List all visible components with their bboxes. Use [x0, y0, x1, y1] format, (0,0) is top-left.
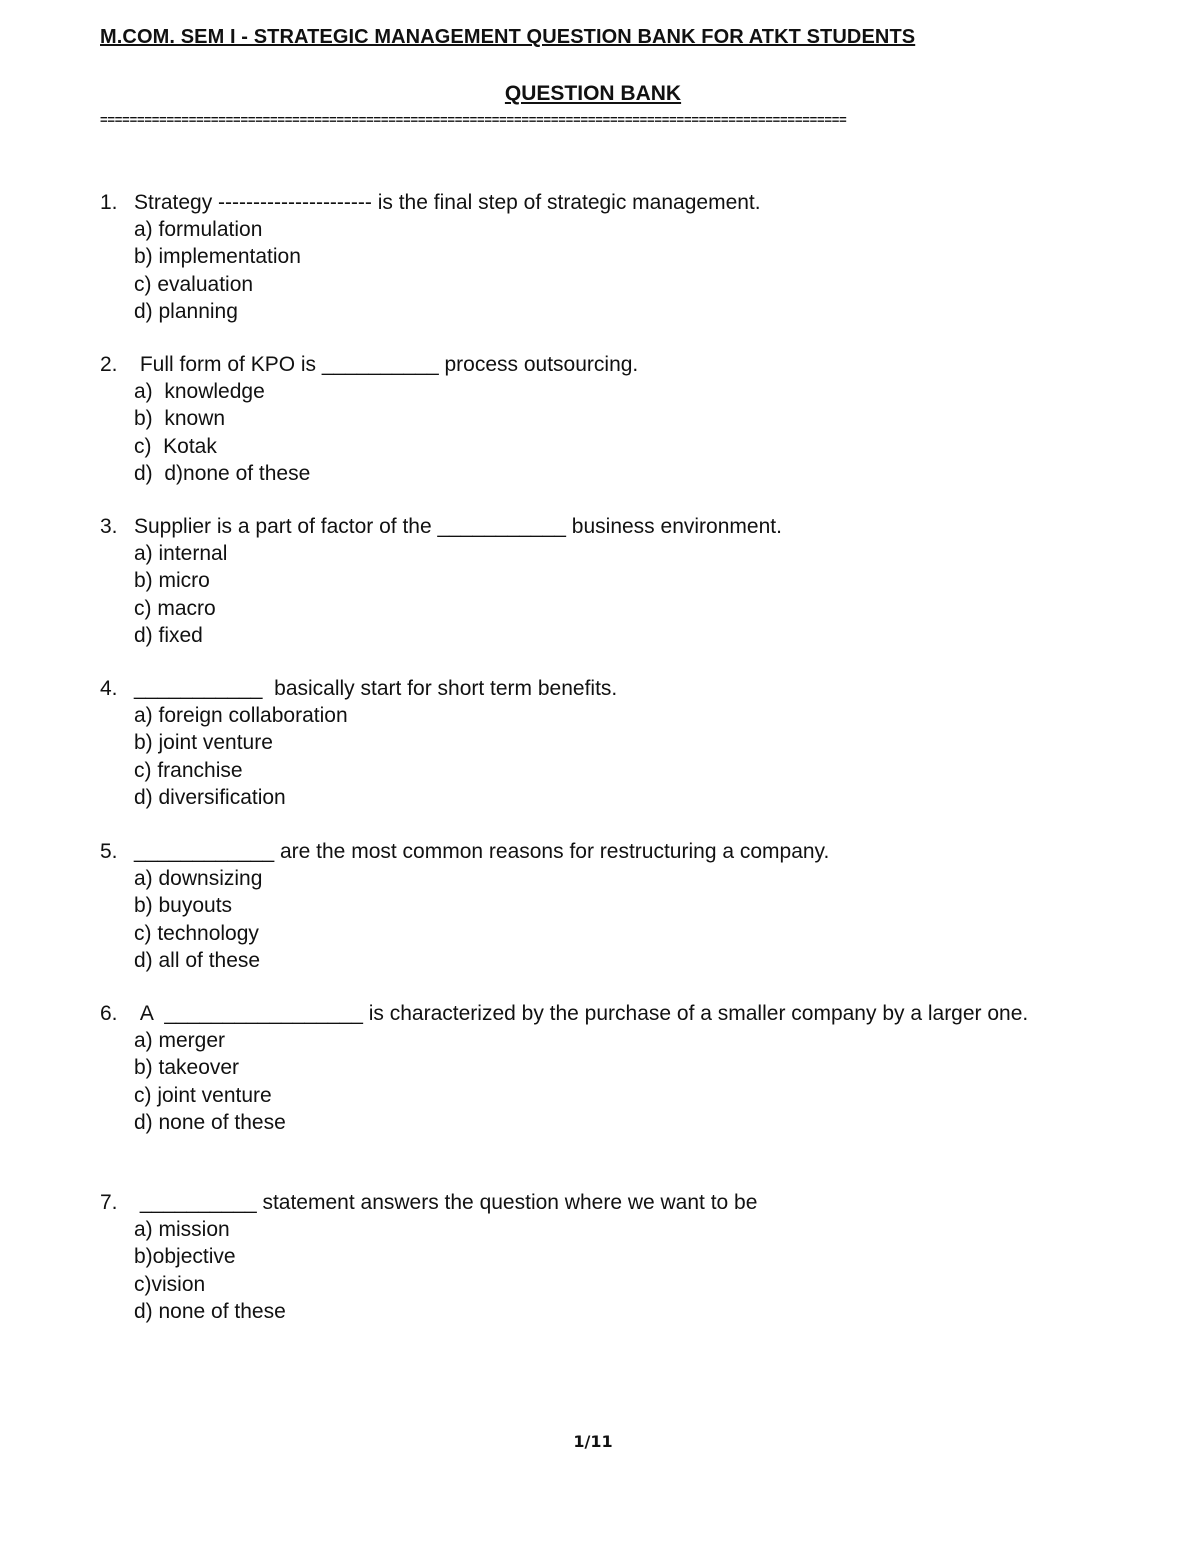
option: c) franchise — [134, 758, 243, 782]
option: a) downsizing — [134, 867, 263, 891]
question-text: Supplier is a part of factor of the ___________ business environment. — [134, 515, 782, 538]
question-text: A _________________ is characterized by the purchase of a smaller company by a larger one. — [134, 1002, 1029, 1025]
option: b) implementation — [134, 245, 301, 269]
question-number: 5. — [100, 840, 118, 863]
page-number: 1/11 — [573, 1432, 613, 1451]
option: b) joint venture — [134, 731, 273, 755]
option: b) known — [134, 407, 226, 431]
option: d) none of these — [134, 1299, 286, 1323]
option: d) d)none of these — [134, 461, 311, 485]
question-text: ____________ are the most common reasons for restructuring a company. — [134, 840, 830, 863]
option: d) planning — [134, 299, 238, 323]
question-number: 1. — [100, 191, 118, 214]
question-number: 7. — [100, 1191, 118, 1214]
question-item — [100, 1189, 1100, 1325]
option: d) none of these — [134, 1110, 286, 1134]
option: c) technology — [134, 921, 259, 945]
option: a) mission — [134, 1218, 230, 1242]
question-text: __________ statement answers the question where we want to be — [134, 1191, 758, 1214]
option: c) Kotak — [134, 434, 217, 458]
option: d) all of these — [134, 948, 261, 972]
option: b) micro — [134, 569, 210, 593]
question-item — [100, 513, 1100, 649]
question-item — [100, 189, 1100, 325]
question-text: Strategy ---------------------- is the final step of strategic management. — [134, 191, 761, 214]
question-number: 2. — [100, 353, 118, 376]
option: a) formulation — [134, 218, 263, 242]
question-text: ___________ basically start for short term benefits. — [134, 677, 618, 700]
question-text: Full form of KPO is __________ process outsourcing. — [134, 353, 639, 376]
separator-rule: ===================================================================================================== — [100, 112, 847, 127]
option: d) diversification — [134, 785, 286, 809]
option: b) buyouts — [134, 894, 233, 918]
option: a) internal — [134, 542, 228, 566]
option: d) fixed — [134, 623, 203, 647]
question-number: 6. — [100, 1002, 118, 1025]
option: a) merger — [134, 1029, 226, 1053]
question-item — [100, 1000, 1100, 1136]
option: c)vision — [134, 1272, 206, 1296]
option: a) knowledge — [134, 380, 265, 404]
section-title: QUESTION BANK — [504, 82, 682, 105]
document-title: M.COM. SEM I - STRATEGIC MANAGEMENT QUESTION BANK FOR ATKT STUDENTS — [100, 26, 916, 48]
option: b)objective — [134, 1245, 236, 1269]
option: c) joint venture — [134, 1083, 272, 1107]
question-number: 3. — [100, 515, 118, 538]
question-item — [100, 838, 1100, 974]
option: c) evaluation — [134, 272, 254, 296]
question-item — [100, 675, 1100, 811]
question-number: 4. — [100, 677, 118, 700]
option: a) foreign collaboration — [134, 704, 348, 728]
option: b) takeover — [134, 1056, 240, 1080]
option: c) macro — [134, 596, 216, 620]
question-item — [100, 351, 1100, 487]
